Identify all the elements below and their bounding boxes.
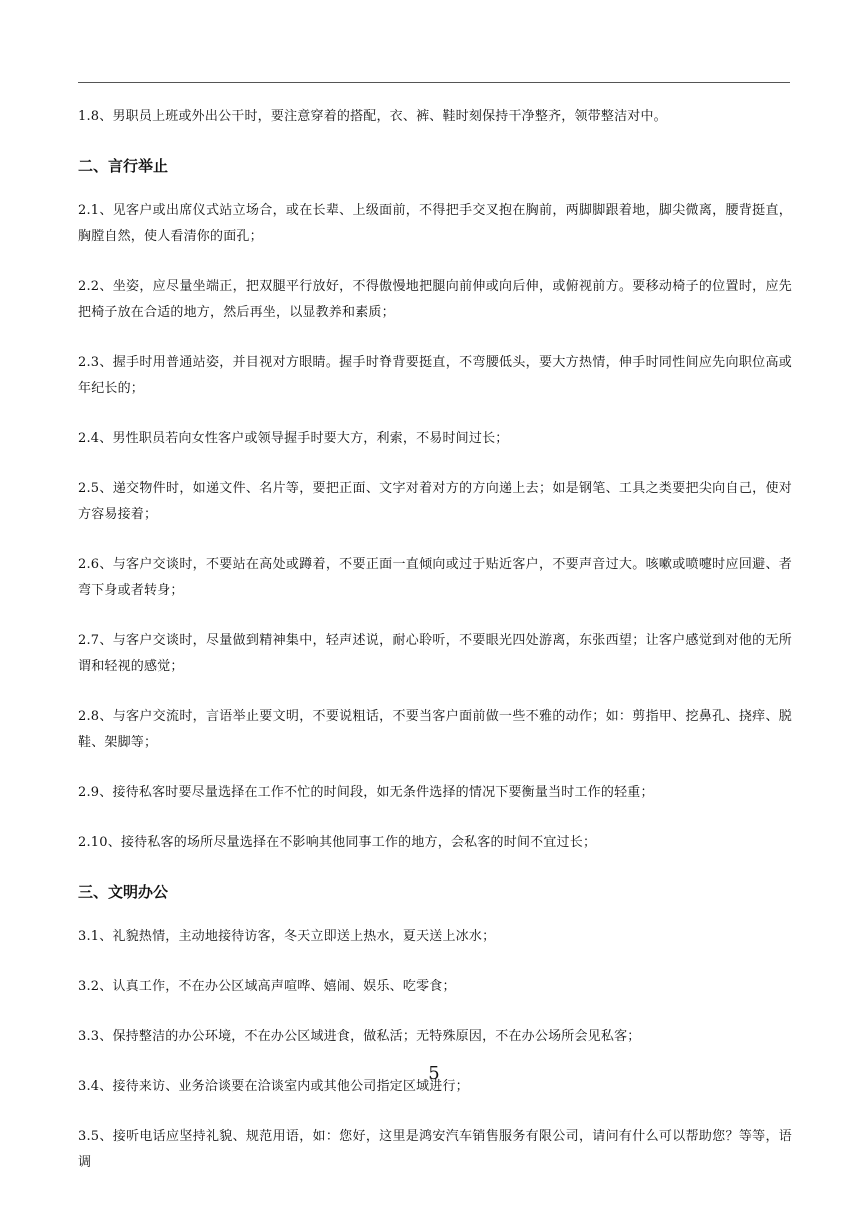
- paragraph: 2.9、接待私客时要尽量选择在工作不忙的时间段，如无条件选择的情况下要衡量当时工作的轻重；: [78, 785, 654, 800]
- paragraph: 3.4、接待来访、业务洽谈要在洽谈室内或其他公司指定区域进行；: [78, 1079, 469, 1094]
- document-body: [78, 104, 792, 1200]
- paragraph: 3.5、接听电话应坚持礼貌、规范用语，如：您好，这里是鸿安汽车销售服务有限公司，请问有什么可以帮助您？等等，语调: [78, 1129, 792, 1170]
- paragraph: 3.2、认真工作，不在办公区域高声喧哗、嬉闹、娱乐、吃零食；: [78, 979, 456, 994]
- paragraph: 2.6、与客户交谈时，不要站在高处或蹲着，不要正面一直倾向或过于贴近客户，不要声音过大。咳嗽或喷嚏时应回避、者弯下身或者转身；: [78, 557, 792, 598]
- section-heading: 三、文明办公: [78, 883, 169, 901]
- paragraph: 3.3、保持整洁的办公环境，不在办公区域进食，做私活；无特殊原因，不在办公场所会见私客；: [78, 1029, 641, 1044]
- page-number: 5: [428, 1063, 440, 1084]
- paragraph: 2.10、接待私客的场所尽量选择在不影响其他同事工作的地方，会私客的时间不宜过长；: [78, 835, 597, 850]
- paragraph: 2.5、递交物件时，如递文件、名片等，要把正面、文字对着对方的方向递上去；如是钢笔、工具之类要把尖向自己，使对方容易接着；: [78, 481, 792, 522]
- header-divider: [78, 82, 790, 83]
- paragraph: 2.1、见客户或出席仪式站立场合，或在长辈、上级面前，不得把手交叉抱在胸前，两脚脚跟着地，脚尖微离，腰背挺直，胸膛自然，使人看清你的面孔；: [78, 203, 792, 244]
- paragraph: 2.8、与客户交流时，言语举止要文明，不要说粗话，不要当客户面前做一些不雅的动作；如：剪指甲、挖鼻孔、挠痒、脱鞋、架脚等；: [78, 709, 792, 750]
- paragraph: 2.2、坐姿，应尽量坐端正，把双腿平行放好，不得傲慢地把腿向前伸或向后伸，或俯视前方。要移动椅子的位置时，应先把椅子放在合适的地方，然后再坐，以显教养和素质；: [78, 279, 792, 320]
- paragraph: 1.8、男职员上班或外出公干时，要注意穿着的搭配，衣、裤、鞋时刻保持干净整齐，领带整洁对中。: [78, 109, 667, 124]
- paragraph: 3.1、礼貌热情，主动地接待访客，冬天立即送上热水，夏天送上冰水；: [78, 929, 496, 944]
- section-heading: 二、言行举止: [78, 157, 169, 175]
- paragraph: 2.7、与客户交谈时，尽量做到精神集中，轻声述说，耐心聆听，不要眼光四处游离，东张西望；让客户感觉到对他的无所谓和轻视的感觉；: [78, 633, 792, 674]
- paragraph: 2.3、握手时用普通站姿，并目视对方眼睛。握手时脊背要挺直，不弯腰低头，要大方热情，伸手时同性间应先向职位高或年纪长的；: [78, 355, 792, 396]
- paragraph: 2.4、男性职员若向女性客户或领导握手时要大方，利索，不易时间过长；: [78, 431, 509, 446]
